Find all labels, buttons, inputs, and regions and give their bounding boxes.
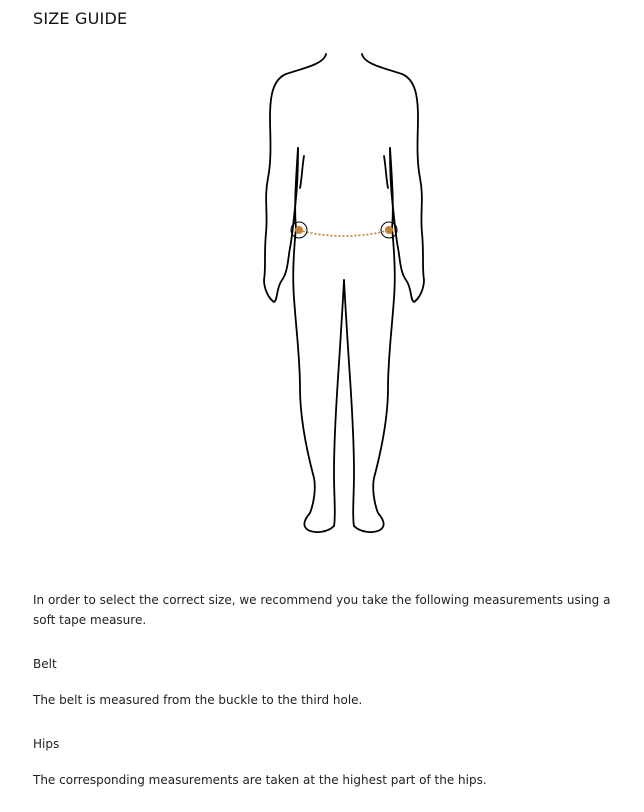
section-heading-hips: Hips	[33, 737, 60, 751]
section-heading-belt: Belt	[33, 657, 57, 671]
page-title: SIZE GUIDE	[33, 9, 128, 28]
body-measurement-figure-icon	[244, 48, 444, 548]
section-text-hips: The corresponding measurements are taken at the highest part of the hips.	[33, 773, 487, 787]
intro-text: In order to select the correct size, we recommend you take the following measurements using a soft tape measure.	[33, 593, 611, 627]
section-text-belt: The belt is measured from the buckle to the third hole.	[33, 693, 363, 707]
